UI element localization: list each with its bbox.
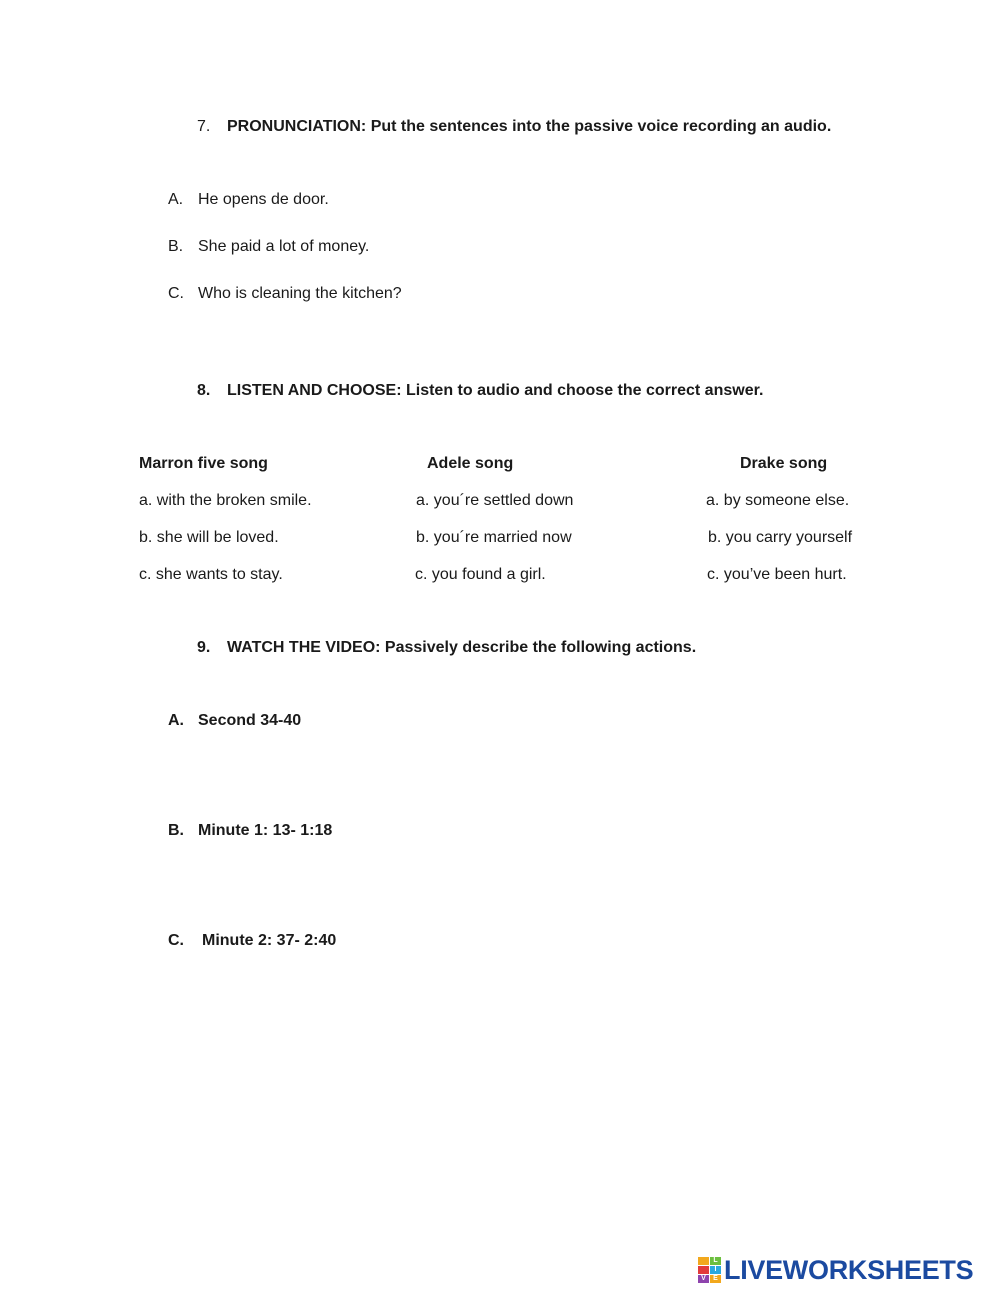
option-adele-a[interactable]: a. you´re settled down (416, 492, 574, 509)
list-item: A. Second 34-40 (168, 712, 302, 729)
list-item: B. She paid a lot of money. (168, 238, 370, 255)
column-title-drake: Drake song (740, 455, 828, 472)
option-drake-b[interactable]: b. you carry yourself (708, 529, 853, 546)
logo-text: LIVEWORKSHEETS (724, 1255, 974, 1285)
section7-title: PRONUNCIATION: Put the sentences into the passive voice recording an audio. (227, 118, 832, 135)
column-title-maroon5: Marron five song (139, 455, 268, 472)
section9-title: WATCH THE VIDEO: Passively describe the following actions. (227, 639, 697, 656)
option-adele-c[interactable]: c. you found a girl. (415, 566, 546, 583)
list-item: B. Minute 1: 13- 1:18 (168, 822, 333, 839)
section8-heading (197, 382, 763, 400)
option-maroon5-a[interactable]: a. with the broken smile. (139, 492, 312, 509)
option-maroon5-c[interactable]: c. she wants to stay. (139, 566, 283, 583)
option-drake-c[interactable]: c. you’ve been hurt. (707, 566, 847, 583)
list-item: A. He opens de door. (168, 191, 329, 208)
section9-number: 9. (197, 639, 211, 656)
section7-heading (197, 118, 831, 136)
option-maroon5-b[interactable]: b. she will be loved. (139, 529, 279, 546)
list-item: C. Who is cleaning the kitchen? (168, 285, 402, 302)
section7-number: 7. (197, 118, 211, 135)
option-adele-b[interactable]: b. you´re married now (416, 529, 572, 546)
section8-number: 8. (197, 382, 211, 399)
list-item: C. Minute 2: 37- 2:40 (168, 932, 337, 949)
column-title-adele: Adele song (427, 455, 514, 472)
section9-heading (197, 639, 696, 657)
option-drake-a[interactable]: a. by someone else. (706, 492, 850, 509)
logo-blocks-icon: L I V E (698, 1257, 721, 1283)
section8-title: LISTEN AND CHOOSE: Listen to audio and choose the correct answer. (227, 382, 764, 399)
liveworksheets-logo (698, 1256, 973, 1284)
